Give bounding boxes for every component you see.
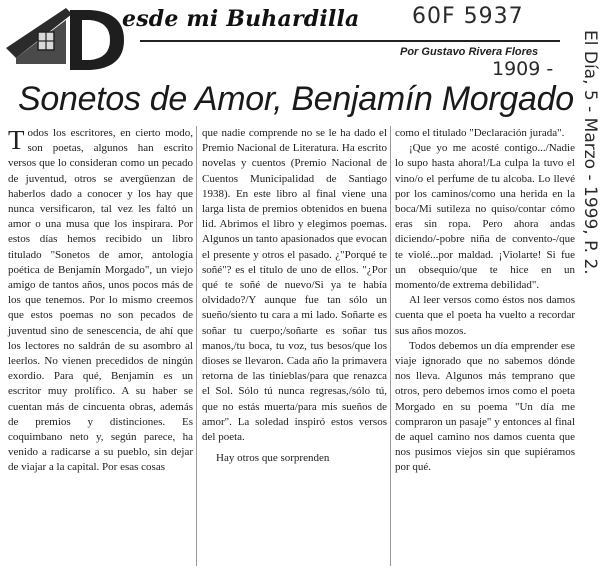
handwritten-margin-note: El Día, 5 - Marzo - 1999, P. 2. [580, 30, 600, 275]
column-title [84, 6, 359, 32]
drop-cap: T [8, 125, 25, 155]
handwritten-archive-code: 60F 5937 [412, 4, 524, 29]
article-paragraph: ¡Que yo me acosté contigo.../Nadie lo supo hasta ahora!/La culpa la tuvo el vino/o el perfume de tu alcoba. Lo llevé por los caminos/como una herida en la boca/Mi sutileza no quiso/contar cómo eras sin ropa. Pero ahora andas diciendo/-pobre niña de convento-/que te violé...por maldad. ¡Violarte! Si fue un obsequio/que te hice en un momento/de extrema debilidad". [395, 142, 575, 292]
header-divider [140, 40, 560, 42]
article-column-1 [8, 126, 193, 476]
article-paragraph: Hay otros que sorprenden [216, 452, 330, 465]
article-paragraph: Al leer versos como éstos nos damos cuenta que el poeta ha vuelto a recordar sus años mozos. [395, 294, 575, 337]
column-title-rest: esde mi Buhardilla [122, 6, 360, 32]
article-column-3 [395, 126, 575, 476]
handwritten-year: 1909 - [492, 58, 554, 80]
article-column-2 [202, 126, 387, 466]
article-paragraph: que nadie comprende no se le ha dado el Premio Nacional de Literatura. Ha escrito novelas y cuentos (Premio Nacional de Cuentos Municipalidad de Santiago 1938). En este libro al final viene una larga lista de premios obtenidos en buena lid. Abrimos el libro y elegimos poemas. Algunos un tanto apasionados que evocan el presente y otros el pasado. ¿"Porqué te soñé"? es el título de uno de ellos. "¿Por qué te soñé de nuevo/Si ya te había olvidado?/Y aunque fue tan sólo un sueño/siento tu cara a mi lado. Soñarte es soñar tu cuerpo;/soñarte es soñar tus manos,/tu boca, tu voz, tus besos/que los dioses se llevaron. Cada año la primavera retorna de las tinieblas/para que renazca el Sol. Sólo tú nunca regresas,/sólo tú, que no estás muerta/para mis sueños de amor". La soledad inspiró estos versos del poeta. [202, 127, 387, 444]
article-title: Sonetos de Amor, Benjamín Morgado [18, 80, 574, 118]
article-paragraph: como el titulado "Declaración jurada". [395, 127, 565, 139]
article-paragraph: Todos debemos un día emprender ese viaje ignorado que no sabemos dónde nos lleva. Algunos más temprano que otros, pero debemos irnos como el poeta Morgado en su poema "Un día me compraron un pasaje" y entonces al final de aquel camino nos damos cuenta que nos pusimos viejos sin que supiéramos por qué. [395, 339, 575, 474]
paragraph-text: odos los escritores, en cierto modo, son poetas, algunos han escrito versos que lo consideran como un pecado de juventud, otros se avergüenzan de haberlos dado a conocer y los hay que nunca versificaron, tal vez les faltó un amor o una musa que los inspirara. Por estos días hemos recibido un libro titulado "Sonetos de amor, antología poética de Benjamín Morgado", un viejo amigo de tantos años, unos pocos más de los que tenemos. Por lo mismo creemos que estos poemas no son pecados de juventud sino de senescencia, de ahí que los lectores no saldrán de su asombro al leerlos. No vienen precedidos de ningún exordio. Para qué, Benjamín es un escritor muy prolífico. A su haber se cuentan más de cincuenta obras, además de premios y distinciones. Es coquimbano neto y, según parece, ha venido a radicarse a su pueblo, sin dejar de viajar a la capital. Por esas cosas [8, 127, 193, 474]
column-divider [196, 126, 197, 566]
column-divider [390, 126, 391, 566]
article-paragraph [8, 126, 193, 476]
byline: Por Gustavo Rivera Flores [400, 46, 539, 58]
